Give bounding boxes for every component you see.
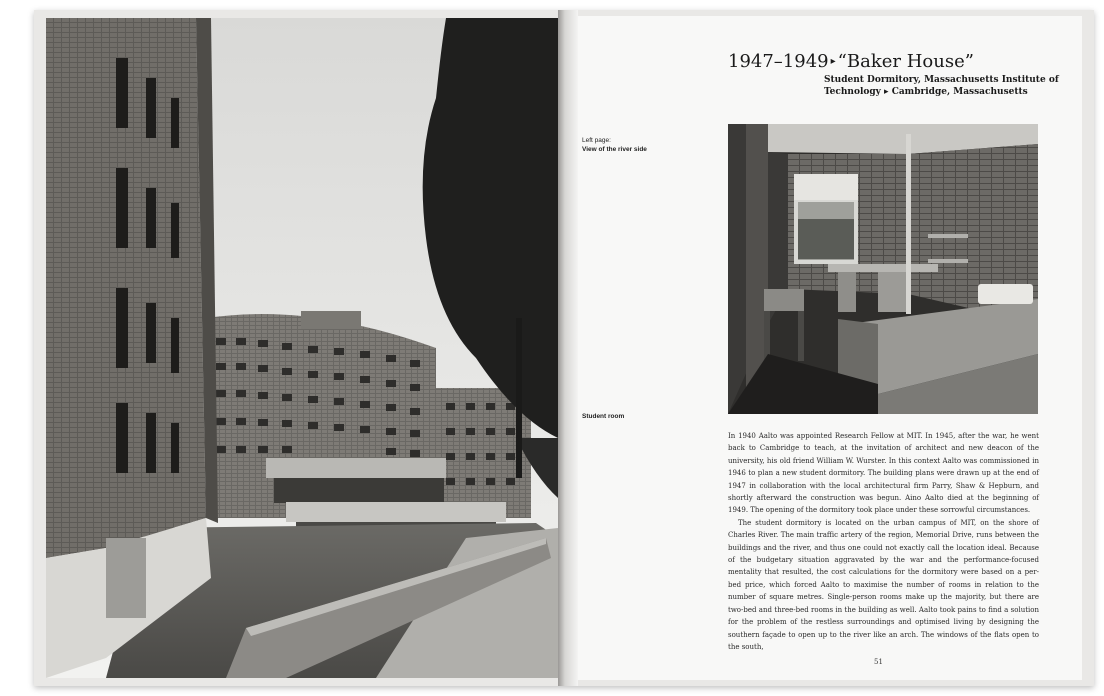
caption-text: Student room: [582, 413, 625, 420]
open-book: [34, 10, 1094, 686]
photo-baker-house-river-side: [46, 18, 558, 678]
paragraph: In 1940 Aalto was appointed Research Fellow at MIT. In 1945, after the war, he went back to Cambridge to teach, at the invitation of architect and new deacon of the university, his old friend William W. Wurster. In this context Aalto was commissioned in 1946 to plan a new student dormitory. The building plans were drawn up at the end of 1947 in collaboration with the local architectural firm Parry, Shaw & Hepburn, and shortly afterward the construction was begun. Aino Aalto died at the beginning of 1949. The opening of the dormitory took place under these sorrowful circumstances.: [728, 432, 1039, 515]
right-page: [578, 16, 1082, 680]
page-subtitle: [728, 74, 1068, 98]
title-years: 1947–1949: [728, 51, 829, 72]
book-gutter: [558, 10, 578, 686]
title-name: “Baker House”: [837, 51, 974, 72]
page-number: 51: [874, 658, 883, 666]
caption-student-room: [582, 412, 624, 421]
paragraph: The student dormitory is located on the urban campus of MIT, on the shore of Charles River. The main traffic artery of the region, Memorial Drive, runs between the buildings and the river, and thus one could not exactly call the location ideal. Because of the budgetary situation aggravated by the war and the performance-focused mentality that resulted, the cost calculations for the dormitory were based on a per-bed price, which forced Aalto to maximise the number of rooms in relation to the number of square metres. Single-person rooms make up the majority, but there are two-bed and three-bed rooms in the building as well. Aalto took pains to find a solution for the problem of the restless surroundings and optimised living by designing the southern façade to open up to the river like an arch. The windows of the flats open to the south,: [728, 518, 1039, 651]
caption-label: Left page:: [582, 137, 611, 144]
chapter-heading: [728, 51, 1068, 98]
body-text: [728, 430, 1039, 653]
photo-student-room: [728, 124, 1038, 414]
page-title: [728, 51, 1068, 72]
title-separator: ▸: [830, 56, 836, 67]
caption-text: View of the river side: [582, 146, 647, 153]
subtitle-line: Student Dormitory, Massachusetts Institute of: [824, 75, 1059, 85]
subtitle-line: Technology ▸ Cambridge, Massachusetts: [824, 87, 1028, 97]
left-page: [46, 18, 558, 678]
caption-left-page: [582, 136, 647, 154]
